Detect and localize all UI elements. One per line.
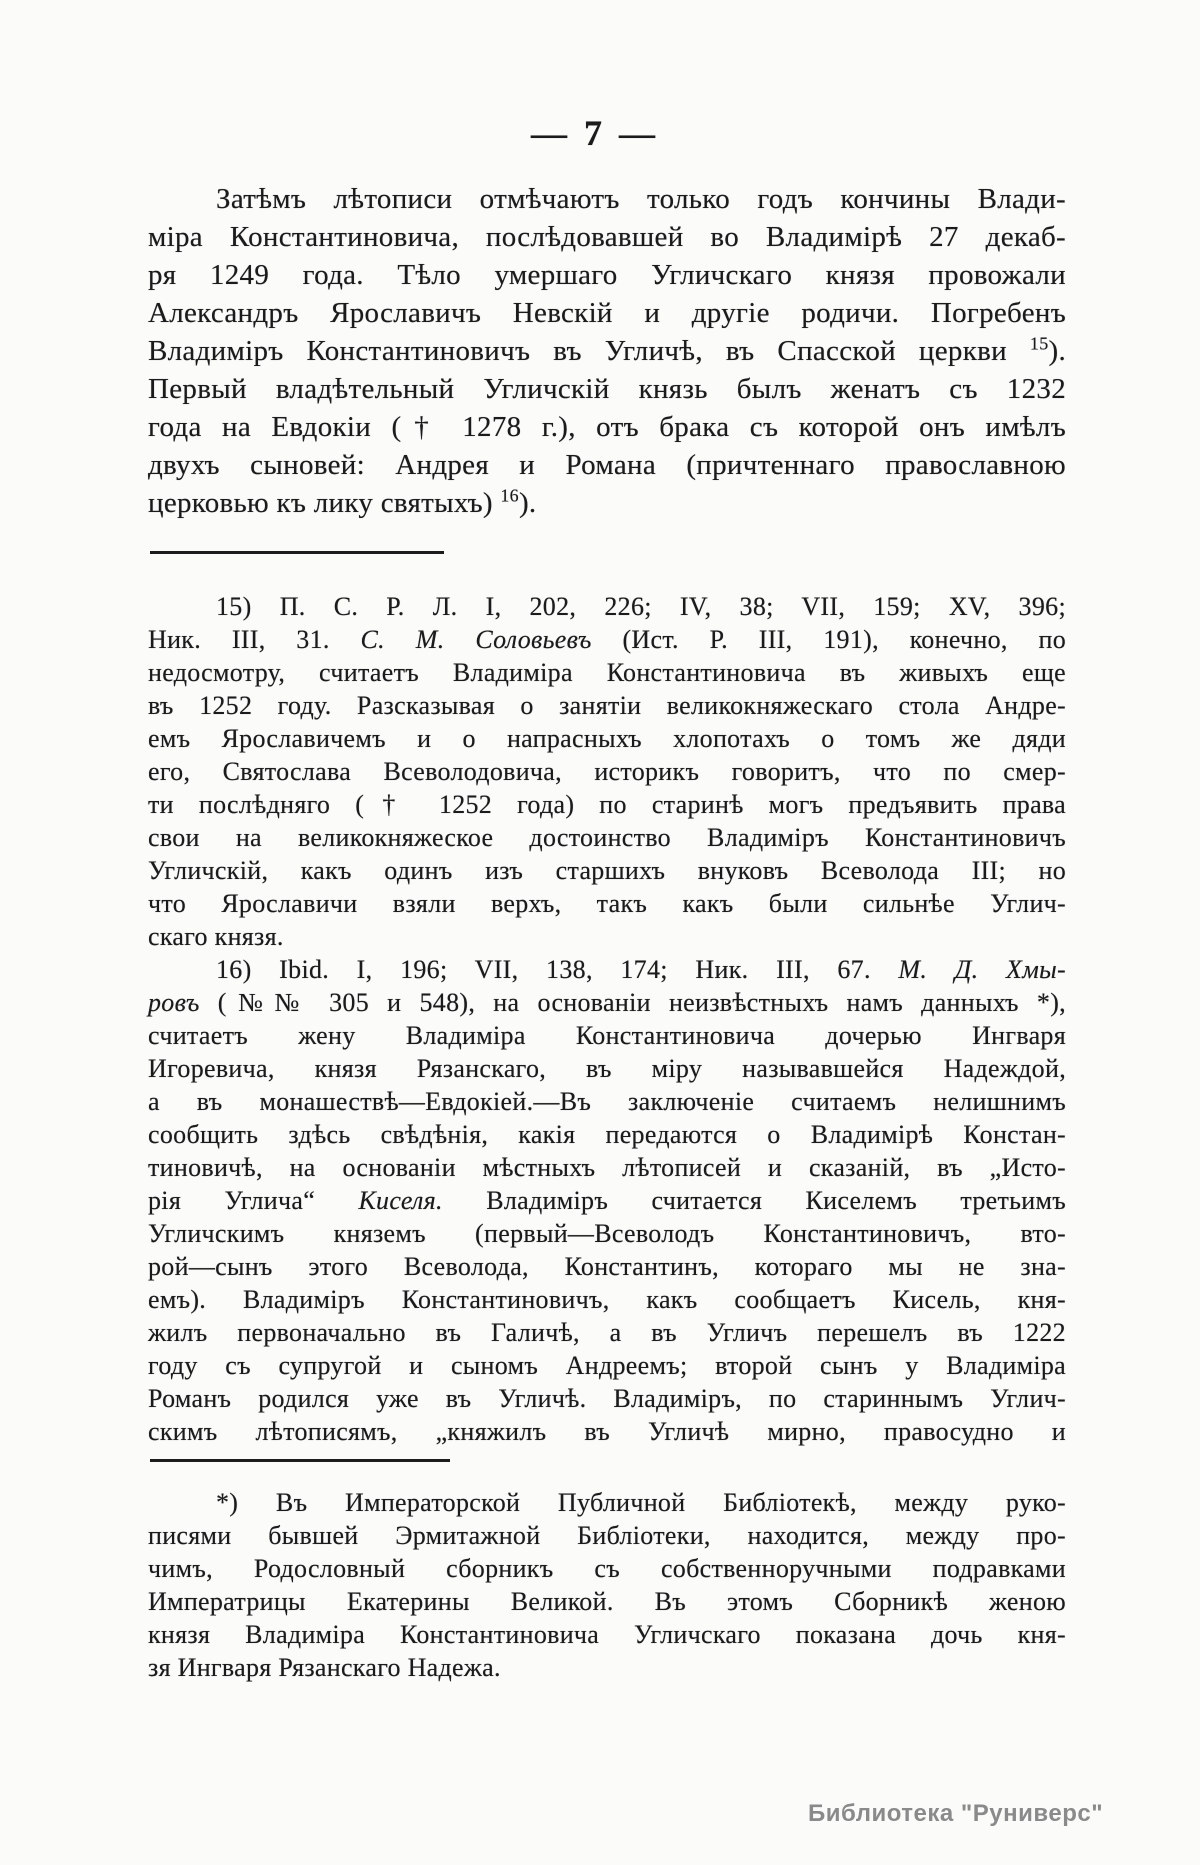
text-line: Императрицы Екатерины Великой. Въ этомъ Сборникѣ женою	[148, 1587, 1066, 1616]
text-line: а въ монашествѣ—Евдокіей.—Въ заключеніе считаемъ нелишнимъ	[148, 1087, 1066, 1116]
text-line: что Ярославичи взяли верхъ, такъ какъ были сильнѣе Углич-	[148, 889, 1066, 918]
text-line: зя Ингваря Рязанскаго Надежа.	[148, 1653, 501, 1682]
text-line: писями бывшей Эрмитажной Библіотеки, находится, между про-	[148, 1521, 1066, 1550]
text-line: міра Константиновича, послѣдовавшей во Владимірѣ 27 декаб-	[148, 221, 1066, 253]
library-watermark: Библиотека "Руниверс"	[808, 1800, 1104, 1827]
footnote-separator	[150, 551, 444, 554]
text-line: Ник. III, 31. С. М. Соловьевъ (Ист. Р. III, 191), конечно, по	[148, 625, 1067, 654]
text-line: ря 1249 года. Тѣло умершаго Угличскаго князя провожали	[148, 259, 1066, 291]
star-footnote-separator	[150, 1459, 450, 1462]
text-line: сообщить здѣсь свѣдѣнія, какія передаются о Владимірѣ Констан-	[148, 1120, 1066, 1149]
text-line: Романъ родился уже въ Угличѣ. Владиміръ, по стариннымъ Углич-	[148, 1384, 1066, 1413]
text-line: въ 1252 году. Разсказывая о занятіи великокняжескаго стола Андре-	[148, 691, 1066, 720]
text-line: ровъ (№№ 305 и 548), на основаніи неизвѣстныхъ намъ данныхъ *),	[148, 988, 1066, 1017]
text-line: считаетъ жену Владиміра Константиновича дочерью Ингваря	[148, 1021, 1066, 1050]
text-line: тиновичѣ, на основаніи мѣстныхъ лѣтописей и сказаній, въ „Исто-	[148, 1153, 1066, 1182]
text-line: году съ супругой и сыномъ Андреемъ; второй сынъ у Владиміра	[148, 1351, 1066, 1380]
text-line: князя Владиміра Константиновича Угличскаго показана дочь кня-	[148, 1620, 1066, 1649]
text-line: Затѣмъ лѣтописи отмѣчаютъ только годъ кончины Влади-	[216, 183, 1066, 215]
text-line: Александръ Ярославичъ Невскій и другіе родичи. Погребенъ	[148, 297, 1066, 329]
text-line: скимъ лѣтописямъ, „княжилъ въ Угличѣ мирно, правосудно и	[148, 1417, 1066, 1446]
text-line: емъ Ярославичемъ и о напрасныхъ хлопотахъ о томъ же дяди	[148, 724, 1066, 753]
text-line: *) Въ Императорской Публичной Библіотекѣ, между руко-	[216, 1488, 1066, 1517]
page-number: — 7 —	[531, 113, 659, 153]
text-line: двухъ сыновей: Андрея и Романа (причтеннаго православною	[148, 449, 1066, 481]
text-line: церковью къ лику святыхъ) $^{16}$).	[148, 485, 537, 519]
main-paragraph	[148, 180, 1066, 522]
text-line: 16) Ibid. I, 196; VII, 138, 174; Ник. III, 67. М. Д. Хмы-	[216, 955, 1066, 984]
text-line: Первый владѣтельный Угличскій князь былъ женатъ съ 1232	[148, 373, 1066, 405]
text-line: Угличскимъ княземъ (первый—Всеволодъ Константиновичъ, вто-	[148, 1219, 1066, 1248]
text-line: рія Углича“ Киселя. Владиміръ считается Киселемъ третьимъ	[148, 1186, 1066, 1215]
text-line: его, Святослава Всеволодовича, историкъ говоритъ, что по смер-	[148, 757, 1066, 786]
text-line: свои на великокняжеское достоинство Владиміръ Константиновичъ	[148, 823, 1066, 852]
text-line: 15) П. С. Р. Л. I, 202, 226; IV, 38; VII, 159; XV, 396;	[216, 592, 1066, 621]
footnotes-15-16	[148, 590, 1066, 1448]
text-line: Владиміръ Константиновичъ въ Угличѣ, въ Спасской церкви $^{15}$).	[148, 333, 1066, 367]
text-line: чимъ, Родословный сборникъ съ собственноручными подравками	[148, 1554, 1066, 1583]
text-line: года на Евдокіи († 1278 г.), отъ брака съ которой онъ имѣлъ	[148, 411, 1066, 443]
text-line: Игоревича, князя Рязанскаго, въ міру называвшейся Надеждой,	[148, 1054, 1066, 1083]
text-line: рой—сынъ этого Всеволода, Константинъ, котораго мы не зна-	[148, 1252, 1066, 1281]
text-line: Угличскій, какъ одинъ изъ старшихъ внуковъ Всеволода III; но	[148, 856, 1066, 885]
text-line: скаго князя.	[148, 922, 284, 951]
text-line: недосмотру, считаетъ Владиміра Константиновича въ живыхъ еще	[148, 658, 1066, 687]
star-footnote	[148, 1486, 1066, 1684]
text-line: ти послѣдняго († 1252 года) по старинѣ могъ предъявить права	[148, 790, 1066, 819]
text-line: жилъ первоначально въ Галичѣ, а въ Угличъ перешелъ въ 1222	[148, 1318, 1066, 1347]
text-line: емъ). Владиміръ Константиновичъ, какъ сообщаетъ Кисель, кня-	[148, 1285, 1066, 1314]
